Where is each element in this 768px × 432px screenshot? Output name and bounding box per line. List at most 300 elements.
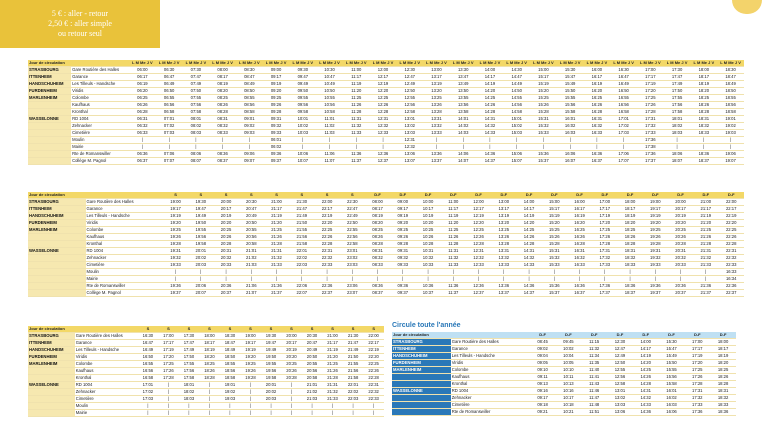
time-cell: 20:17 — [213, 206, 238, 213]
time-cell: 17:55 — [179, 361, 200, 368]
time-cell: 17:36 — [637, 137, 664, 144]
time-cell: 21:33 — [693, 262, 718, 269]
time-cell: 17:49 — [179, 347, 200, 354]
time-cell: 21:36 — [693, 283, 718, 290]
day-header: S — [261, 326, 282, 333]
table-row — [28, 74, 744, 81]
time-cell: | — [183, 137, 210, 144]
time-cell: 16:30 — [610, 67, 637, 74]
time-cell: 09:18 — [530, 402, 556, 409]
time-cell: 14:32 — [633, 395, 659, 402]
time-cell: | — [530, 137, 557, 144]
time-cell: 20:49 — [239, 213, 264, 220]
time-cell: 15:56 — [659, 374, 685, 381]
time-cell: 22:33 — [718, 262, 744, 269]
time-cell: 22:17 — [314, 206, 339, 213]
time-cell: 21:37 — [264, 290, 289, 297]
time-cell: 22:19 — [718, 213, 744, 220]
time-cell: 17:58 — [179, 375, 200, 382]
time-cell: 21:49 — [343, 347, 364, 354]
zone-label: WASSELONNE — [28, 116, 71, 123]
day-header: D-F — [555, 332, 581, 339]
time-cell: 21:47 — [289, 206, 314, 213]
time-cell: 22:47 — [340, 206, 365, 213]
time-cell: 14:17 — [516, 206, 541, 213]
time-cell: 15:00 — [530, 67, 557, 74]
time-cell: 13:31 — [423, 116, 450, 123]
stop-name: Garance — [75, 340, 138, 347]
time-cell: 15:28 — [542, 241, 567, 248]
time-cell: 08:33 — [365, 262, 390, 269]
time-cell: 18:20 — [617, 220, 642, 227]
stop-name: Viridis — [86, 220, 163, 227]
time-cell: 09:17 — [530, 395, 556, 402]
time-cell: 16:25 — [584, 95, 611, 102]
day-header: D-F — [542, 192, 567, 199]
time-cell: 10:21 — [555, 409, 581, 416]
day-header: S — [213, 192, 238, 199]
time-cell: 14:36 — [477, 151, 504, 158]
time-cell: | — [643, 269, 668, 276]
time-cell: 21:01 — [302, 382, 323, 389]
zone-label — [28, 368, 75, 375]
zone-label — [28, 396, 75, 403]
time-cell: | — [423, 137, 450, 144]
time-cell: | — [415, 269, 440, 276]
time-cell: 19:37 — [643, 290, 668, 297]
time-cell: 15:26 — [530, 102, 557, 109]
time-cell: 16:36 — [584, 151, 611, 158]
time-cell: 18:32 — [690, 123, 717, 130]
time-cell: 15:03 — [503, 130, 530, 137]
time-cell: 07:02 — [156, 123, 183, 130]
day-header: L M Me J V — [717, 60, 744, 67]
time-cell: 11:34 — [581, 353, 607, 360]
time-cell: 12:58 — [607, 381, 633, 388]
time-cell: 18:02 — [664, 123, 691, 130]
time-cell: | — [314, 276, 339, 283]
time-cell: 21:47 — [343, 340, 364, 347]
stop-name: Les Tilleuls - Handsche — [75, 347, 138, 354]
time-cell: 15:55 — [659, 367, 685, 374]
time-cell: 17:03 — [610, 130, 637, 137]
time-cell: 21:32 — [264, 255, 289, 262]
time-cell: 19:00 — [643, 199, 668, 206]
time-cell: 08:31 — [365, 248, 390, 255]
time-cell: 21:33 — [322, 396, 343, 403]
time-cell: 19:20 — [643, 220, 668, 227]
time-cell: 22:01 — [289, 248, 314, 255]
time-cell: 12:49 — [396, 81, 423, 88]
time-cell: 19:32 — [643, 255, 668, 262]
time-cell: 16:56 — [610, 102, 637, 109]
time-cell: 19:03 — [220, 396, 241, 403]
time-cell: 21:26 — [264, 234, 289, 241]
time-cell: 06:31 — [129, 116, 156, 123]
time-cell: 06:17 — [129, 74, 156, 81]
time-cell: 08:32 — [365, 255, 390, 262]
time-cell: 22:02 — [289, 255, 314, 262]
time-cell: 18:26 — [617, 234, 642, 241]
time-cell: 16:00 — [567, 199, 592, 206]
day-header: S — [240, 326, 261, 333]
time-cell: 11:19 — [343, 81, 370, 88]
time-cell: 09:13 — [530, 381, 556, 388]
day-header: L M Me J V — [396, 60, 423, 67]
stop-name: Les Tilleuls - Handsche — [71, 81, 129, 88]
time-cell: 16:02 — [557, 123, 584, 130]
time-cell: 07:56 — [183, 102, 210, 109]
zone-label: WASSELONNE — [392, 388, 451, 395]
time-cell: 14:30 — [503, 67, 530, 74]
time-cell: 08:00 — [209, 67, 236, 74]
time-cell: 21:19 — [322, 347, 343, 354]
time-cell: 21:02 — [302, 389, 323, 396]
time-cell: 11:51 — [581, 409, 607, 416]
time-cell: 19:28 — [240, 375, 261, 382]
time-cell: 15:30 — [659, 339, 685, 346]
stop-name: Les Tilleuls - Handsche — [451, 353, 530, 360]
time-cell: 20:26 — [668, 234, 693, 241]
time-cell: 20:31 — [213, 248, 238, 255]
price-single: 2,50 € : aller simple — [48, 19, 112, 28]
day-header: S — [220, 326, 241, 333]
time-cell: | — [610, 137, 637, 144]
time-cell: 21:31 — [693, 248, 718, 255]
price-return-only: ou retour seul — [58, 29, 102, 38]
time-cell: 15:01 — [503, 116, 530, 123]
time-cell: 12:47 — [607, 346, 633, 353]
time-cell: 09:45 — [555, 339, 581, 346]
time-cell: 22:58 — [340, 241, 365, 248]
time-cell: 12:26 — [370, 102, 397, 109]
time-cell: 16:31 — [567, 248, 592, 255]
time-cell: | — [390, 269, 415, 276]
time-cell: 20:01 — [261, 382, 282, 389]
time-cell: 21:20 — [264, 220, 289, 227]
time-cell: 18:58 — [717, 109, 744, 116]
table-row — [28, 116, 744, 123]
time-cell: | — [503, 137, 530, 144]
time-cell: 08:47 — [236, 74, 263, 81]
time-cell: 10:26 — [415, 234, 440, 241]
time-cell: | — [693, 269, 718, 276]
time-cell: 09:01 — [236, 116, 263, 123]
time-cell: 13:03 — [607, 402, 633, 409]
stop-name: Garance — [86, 206, 163, 213]
time-cell: 18:00 — [199, 333, 220, 340]
time-cell: 06:20 — [129, 88, 156, 95]
time-cell: 15:19 — [530, 81, 557, 88]
time-cell: 22:25 — [718, 227, 744, 234]
table-row — [28, 234, 744, 241]
time-cell: 12:19 — [370, 81, 397, 88]
time-cell: 15:32 — [530, 123, 557, 130]
time-cell: 12:55 — [396, 95, 423, 102]
time-cell: 19:31 — [643, 248, 668, 255]
time-cell: 13:37 — [423, 158, 450, 165]
time-cell: 21:30 — [343, 333, 364, 340]
time-cell: 10:31 — [415, 248, 440, 255]
time-cell: 21:28 — [322, 375, 343, 382]
time-cell: 15:06 — [503, 151, 530, 158]
time-cell: 21:32 — [322, 389, 343, 396]
time-cell: | — [138, 403, 159, 410]
stop-name: Cimetière — [451, 402, 530, 409]
time-cell: 22:20 — [363, 354, 384, 361]
time-cell: 13:02 — [607, 395, 633, 402]
time-cell: 13:37 — [491, 290, 516, 297]
time-cell: 11:20 — [441, 220, 466, 227]
time-cell: | — [220, 403, 241, 410]
time-cell: 19:30 — [261, 333, 282, 340]
time-cell: 19:06 — [717, 151, 744, 158]
time-cell: 13:20 — [491, 220, 516, 227]
time-cell: 21:58 — [289, 241, 314, 248]
time-cell: | — [491, 269, 516, 276]
time-cell: 17:56 — [179, 368, 200, 375]
time-cell: 22:00 — [363, 333, 384, 340]
day-header: S — [322, 326, 343, 333]
time-cell: 08:20 — [365, 220, 390, 227]
time-cell: 09:02 — [530, 346, 556, 353]
time-cell: 20:19 — [668, 213, 693, 220]
time-cell: | — [261, 403, 282, 410]
time-cell: 14:31 — [477, 116, 504, 123]
time-cell: 18:19 — [690, 81, 717, 88]
time-cell: | — [158, 382, 179, 389]
time-cell: 18:28 — [690, 109, 717, 116]
stop-name: Gare Routière des Halles — [86, 199, 163, 206]
zone-label — [28, 262, 86, 269]
time-cell: 08:37 — [365, 290, 390, 297]
time-cell: 20:55 — [239, 227, 264, 234]
time-cell: 23:02 — [340, 255, 365, 262]
timetable-weekday — [28, 60, 744, 165]
time-cell: 12:26 — [466, 234, 491, 241]
stop-name: Collège M. Pagnol — [86, 290, 163, 297]
time-cell: 14:31 — [516, 248, 541, 255]
time-cell: 12:30 — [396, 67, 423, 74]
time-cell: 19:17 — [163, 206, 188, 213]
time-cell: 19:25 — [643, 227, 668, 234]
time-cell: 13:50 — [450, 88, 477, 95]
time-cell: 19:33 — [643, 262, 668, 269]
time-cell: 18:55 — [717, 95, 744, 102]
time-cell: 17:47 — [179, 340, 200, 347]
time-cell: 13:25 — [423, 95, 450, 102]
time-cell: 12:33 — [466, 262, 491, 269]
time-cell: 11:41 — [581, 374, 607, 381]
time-cell: 21:25 — [264, 227, 289, 234]
time-cell: 09:26 — [390, 234, 415, 241]
time-cell: | — [343, 403, 364, 410]
time-cell: 22:20 — [314, 220, 339, 227]
time-cell: 12:20 — [466, 220, 491, 227]
time-cell: 10:16 — [555, 388, 581, 395]
time-cell: | — [129, 144, 156, 151]
time-cell: 21:55 — [343, 361, 364, 368]
time-cell: 17:28 — [684, 381, 710, 388]
time-cell: 15:26 — [542, 234, 567, 241]
time-cell: | — [370, 137, 397, 144]
table-row — [28, 333, 384, 340]
caption: Jour de circulation — [28, 60, 129, 67]
time-cell: 22:07 — [289, 290, 314, 297]
time-cell: 10:50 — [316, 88, 343, 95]
time-cell: 08:56 — [236, 102, 263, 109]
time-cell: 12:36 — [370, 151, 397, 158]
time-cell: 09:16 — [530, 388, 556, 395]
time-cell: 19:19 — [240, 347, 261, 354]
time-cell: 22:56 — [340, 234, 365, 241]
time-cell: 10:06 — [289, 151, 316, 158]
time-cell: 17:19 — [637, 81, 664, 88]
time-cell: 13:20 — [423, 88, 450, 95]
time-cell: 16:07 — [557, 158, 584, 165]
time-cell: 20:01 — [188, 248, 213, 255]
time-cell: 14:50 — [503, 88, 530, 95]
time-cell: 09:00 — [390, 199, 415, 206]
time-cell: 22:31 — [718, 248, 744, 255]
time-cell: | — [516, 276, 541, 283]
table-row — [28, 340, 384, 347]
time-cell: 10:18 — [555, 402, 581, 409]
time-cell: 06:28 — [129, 109, 156, 116]
time-cell: 20:28 — [281, 375, 302, 382]
zone-label — [392, 395, 451, 402]
time-cell: 12:19 — [466, 213, 491, 220]
time-cell: 17:25 — [592, 227, 617, 234]
time-cell: 20:06 — [188, 283, 213, 290]
day-header: S — [138, 326, 159, 333]
time-cell: | — [199, 382, 220, 389]
time-cell: 08:36 — [365, 283, 390, 290]
stop-name: Kaufhaus — [451, 374, 530, 381]
time-cell: 17:20 — [684, 360, 710, 367]
zone-label: HANDSCHUHEIM — [28, 213, 86, 220]
time-cell: | — [240, 410, 261, 417]
stop-name: Les Tilleuls - Handsche — [86, 213, 163, 220]
time-cell: | — [516, 269, 541, 276]
day-header: D-F — [530, 332, 556, 339]
time-cell: 15:37 — [530, 158, 557, 165]
table-row — [28, 158, 744, 165]
time-cell: 12:58 — [396, 109, 423, 116]
time-cell: 22:32 — [718, 255, 744, 262]
time-cell: 14:00 — [516, 199, 541, 206]
time-cell: | — [264, 276, 289, 283]
time-cell: | — [343, 410, 364, 417]
timetable-sunday — [392, 332, 736, 416]
time-cell: 19:20 — [163, 220, 188, 227]
time-cell: 16:32 — [567, 255, 592, 262]
time-cell: | — [542, 276, 567, 283]
stop-name: Cimetière — [86, 262, 163, 269]
time-cell: 10:07 — [289, 158, 316, 165]
time-cell: 10:11 — [555, 374, 581, 381]
time-cell: 17:31 — [684, 388, 710, 395]
time-cell: 19:36 — [643, 283, 668, 290]
time-cell: 15:36 — [530, 151, 557, 158]
time-cell: 20:47 — [239, 206, 264, 213]
time-cell: 09:47 — [289, 74, 316, 81]
time-cell: 21:19 — [693, 213, 718, 220]
time-cell: 14:02 — [450, 123, 477, 130]
zone-label: MARLENHEIM — [28, 95, 71, 102]
time-cell: 12:17 — [370, 74, 397, 81]
time-cell: 16:58 — [610, 109, 637, 116]
time-cell: | — [363, 410, 384, 417]
time-cell: 08:07 — [183, 158, 210, 165]
time-cell: 21:19 — [264, 213, 289, 220]
time-cell: 20:20 — [213, 220, 238, 227]
time-cell: 08:17 — [209, 74, 236, 81]
time-cell: 22:00 — [314, 199, 339, 206]
time-cell: 22:33 — [314, 262, 339, 269]
time-cell: 20:26 — [213, 234, 238, 241]
stop-name: Viridis — [451, 360, 530, 367]
time-cell: 18:56 — [717, 102, 744, 109]
time-cell: | — [466, 276, 491, 283]
zone-label: FURDENHEIM — [28, 88, 71, 95]
time-cell: 11:17 — [343, 74, 370, 81]
time-cell: 09:17 — [263, 74, 290, 81]
zone-label: FURDENHEIM — [28, 220, 86, 227]
time-cell: 19:26 — [163, 234, 188, 241]
zone-label: ITTENHEIM — [28, 74, 71, 81]
time-cell: 18:25 — [617, 227, 642, 234]
time-cell: 10:13 — [555, 381, 581, 388]
table-row — [28, 81, 744, 88]
time-cell: 18:25 — [690, 95, 717, 102]
zone-label: STRASBOURG — [28, 333, 75, 340]
time-cell: | — [281, 410, 302, 417]
day-header: D-F — [693, 192, 718, 199]
time-cell: | — [199, 403, 220, 410]
time-cell: 20:50 — [302, 354, 323, 361]
time-cell: | — [717, 137, 744, 144]
zone-label: WASSELONNE — [28, 248, 86, 255]
time-cell: 21:26 — [322, 368, 343, 375]
time-cell: 14:28 — [477, 109, 504, 116]
time-cell: | — [188, 269, 213, 276]
time-cell: 06:30 — [156, 67, 183, 74]
time-cell: 22:19 — [363, 347, 384, 354]
time-cell: 13:06 — [396, 151, 423, 158]
time-cell: 14:33 — [477, 130, 504, 137]
time-cell: 18:31 — [617, 248, 642, 255]
time-cell: 18:01 — [179, 382, 200, 389]
time-cell: 11:46 — [581, 388, 607, 395]
time-cell: 06:55 — [156, 95, 183, 102]
stop-name: Moulin — [86, 269, 163, 276]
time-cell: 06:00 — [129, 67, 156, 74]
time-cell: 22:26 — [314, 234, 339, 241]
time-cell: 12:25 — [466, 227, 491, 234]
time-cell: 13:26 — [423, 102, 450, 109]
time-cell: 08:37 — [209, 158, 236, 165]
time-cell: 18:36 — [710, 409, 736, 416]
time-cell: 07:50 — [183, 88, 210, 95]
time-cell: 11:43 — [581, 381, 607, 388]
zone-label: ITTENHEIM — [28, 340, 75, 347]
time-cell: | — [592, 269, 617, 276]
time-cell: 10:32 — [415, 255, 440, 262]
time-cell: 09:56 — [289, 102, 316, 109]
zone-label: MARLENHEIM — [28, 361, 75, 368]
time-cell: 10:37 — [415, 290, 440, 297]
